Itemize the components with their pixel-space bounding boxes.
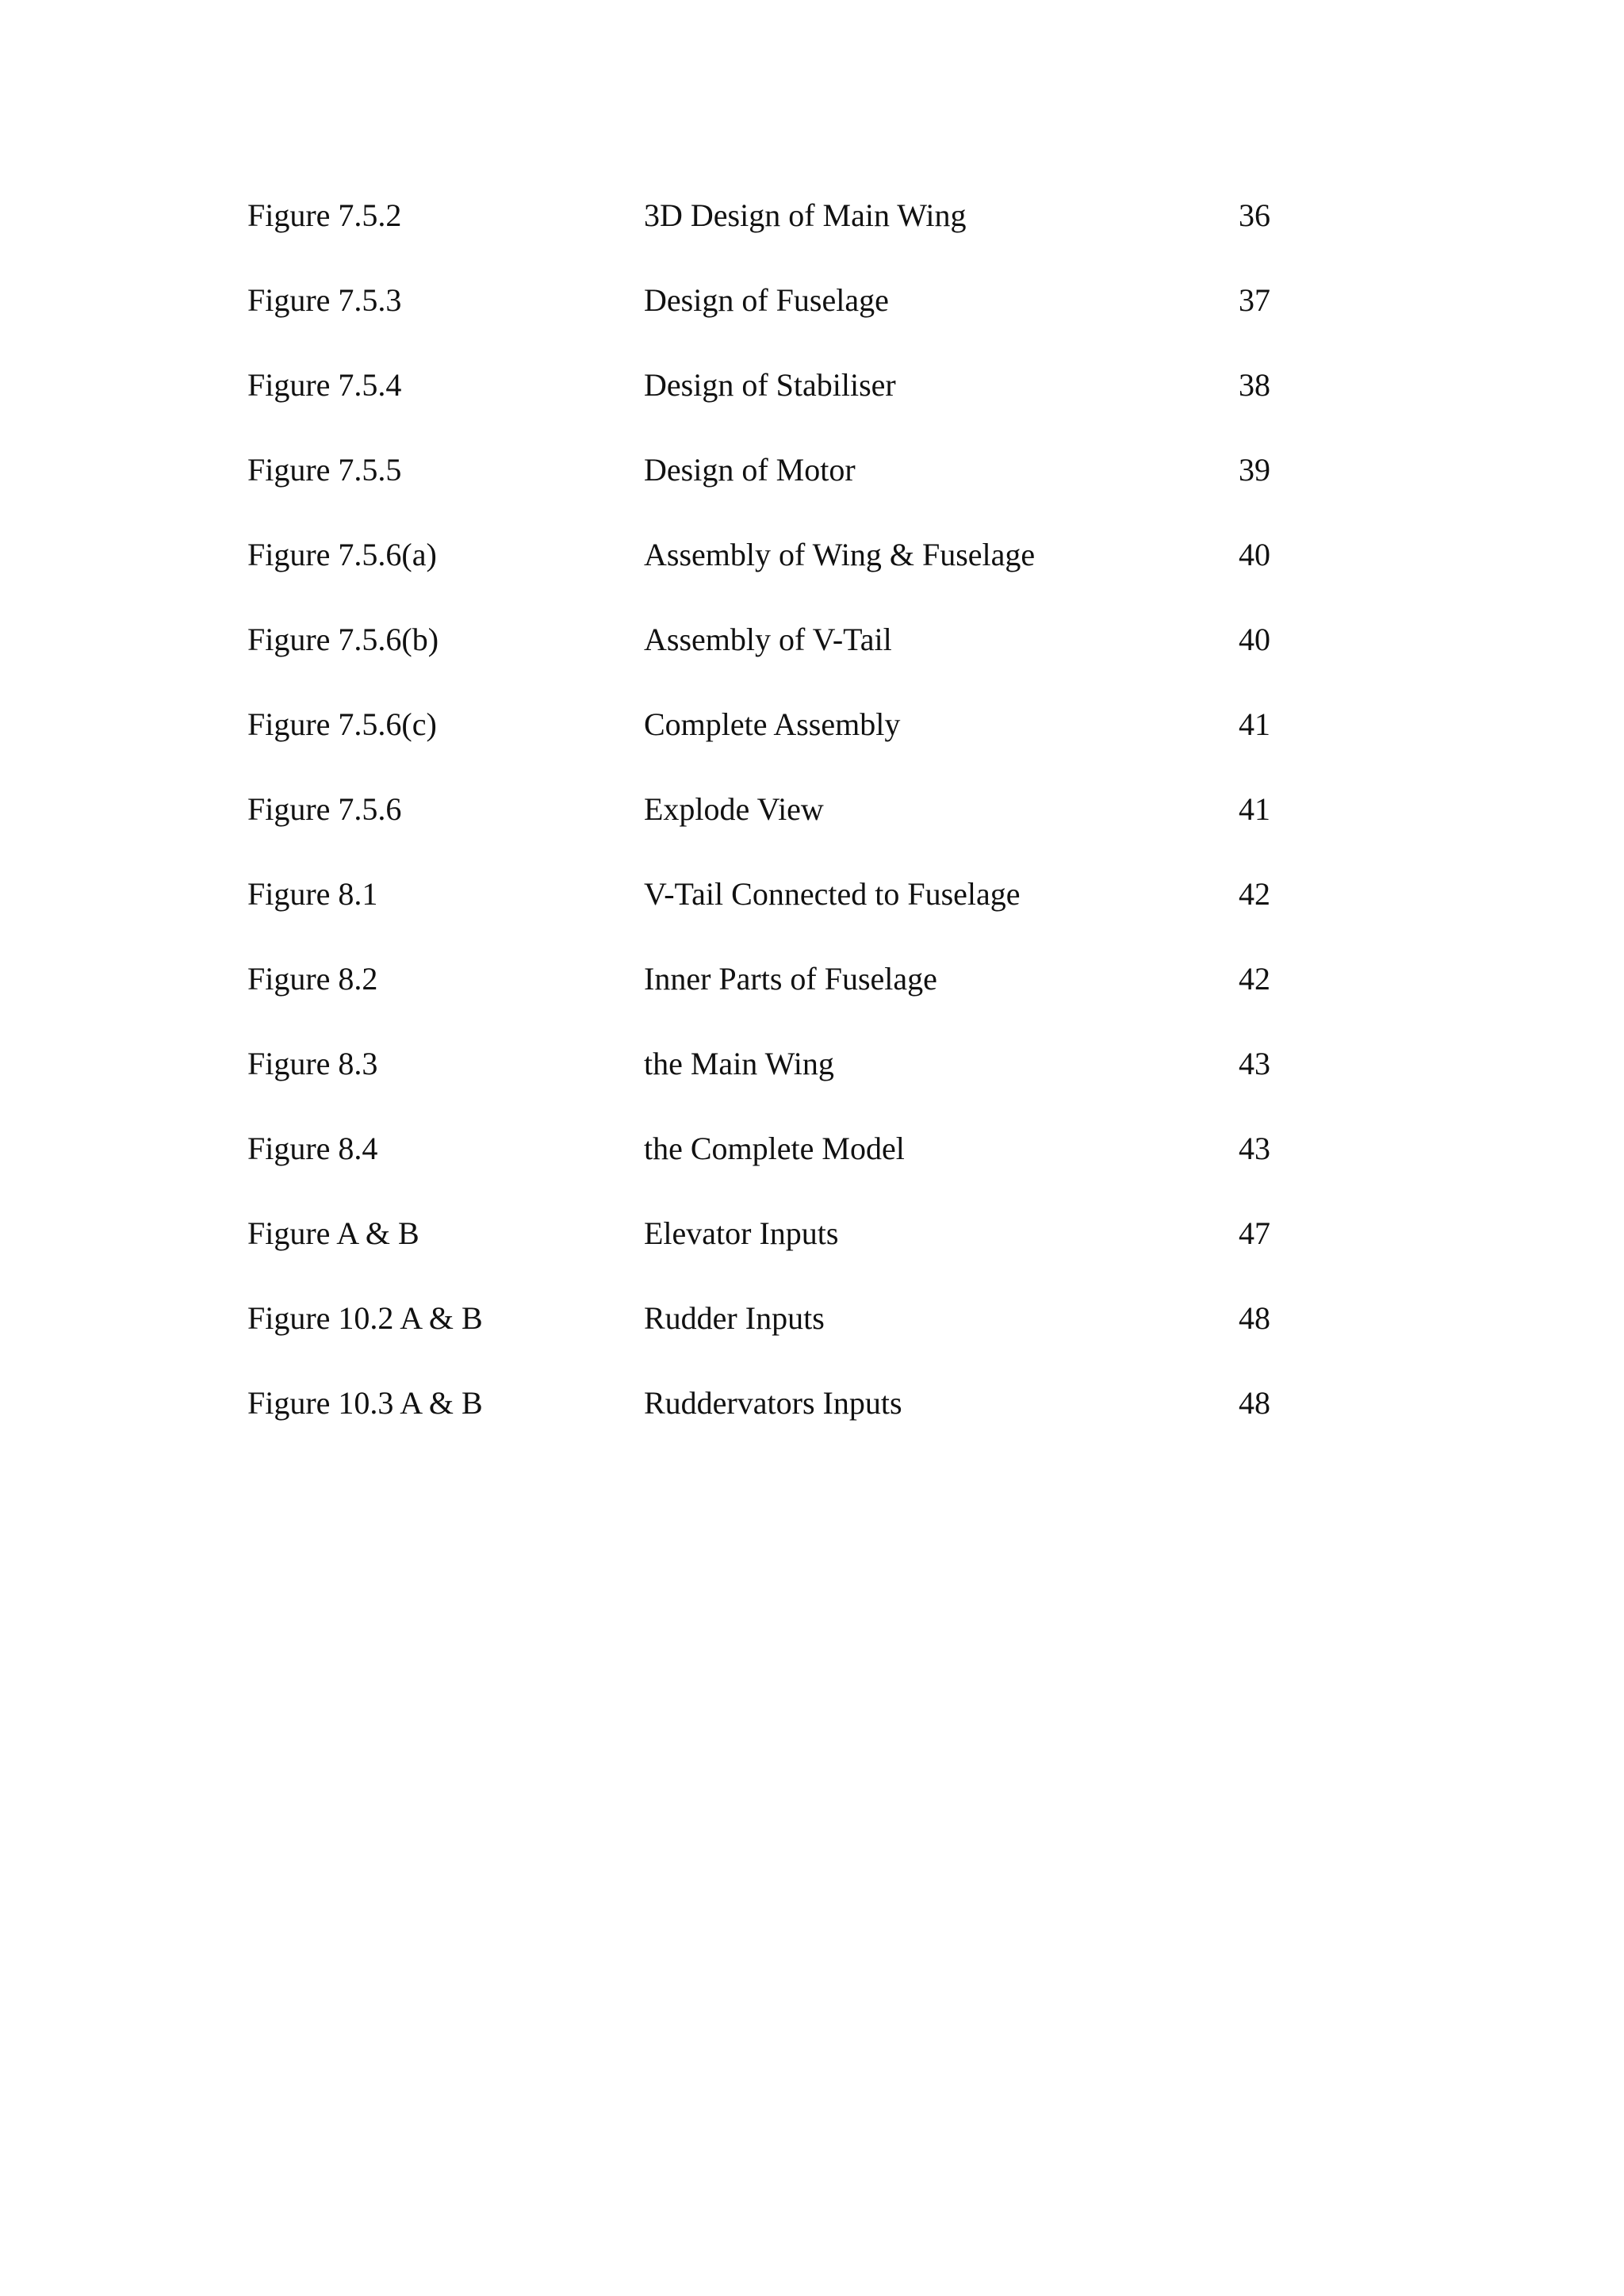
page-number: 48: [1239, 1385, 1270, 1421]
figure-caption: Design of Motor: [644, 452, 856, 488]
figure-caption: the Main Wing: [644, 1046, 834, 1081]
list-of-figures-entry: [0, 1123, 1624, 1174]
list-of-figures-entry: [0, 445, 1624, 496]
page-number: 36: [1239, 197, 1270, 233]
figure-label: Figure 8.1: [247, 876, 378, 912]
figure-caption: Elevator Inputs: [644, 1215, 839, 1251]
page-number: 41: [1239, 706, 1270, 742]
figure-label: Figure 8.2: [247, 961, 378, 997]
figure-caption: Design of Fuselage: [644, 282, 889, 318]
list-of-figures-entry: [0, 784, 1624, 835]
page-number: 40: [1239, 622, 1270, 657]
page-number: 42: [1239, 876, 1270, 912]
figure-label: Figure 8.4: [247, 1131, 378, 1166]
figure-caption: Inner Parts of Fuselage: [644, 961, 937, 997]
figure-label: Figure 7.5.6(c): [247, 706, 437, 742]
figure-caption: 3D Design of Main Wing: [644, 197, 967, 233]
page-number: 42: [1239, 961, 1270, 997]
figure-caption: Design of Stabiliser: [644, 367, 896, 403]
list-of-figures-entry: [0, 954, 1624, 1004]
list-of-figures-entry: [0, 869, 1624, 920]
list-of-figures-entry: [0, 190, 1624, 241]
page-number: 47: [1239, 1215, 1270, 1251]
figure-label: Figure 7.5.2: [247, 197, 402, 233]
figure-label: Figure 7.5.4: [247, 367, 402, 403]
page-number: 38: [1239, 367, 1270, 403]
figure-label: Figure 7.5.6(b): [247, 622, 439, 657]
figure-caption: Assembly of Wing & Fuselage: [644, 537, 1036, 572]
figure-label: Figure 7.5.6(a): [247, 537, 437, 572]
figure-label: Figure 8.3: [247, 1046, 378, 1081]
figure-label: Figure 10.3 A & B: [247, 1385, 483, 1421]
page-number: 48: [1239, 1300, 1270, 1336]
figure-caption: Ruddervators Inputs: [644, 1385, 902, 1421]
list-of-figures-entry: [0, 1208, 1624, 1259]
list-of-figures-entry: [0, 1293, 1624, 1344]
figure-label: Figure 7.5.6: [247, 791, 402, 827]
figure-label: Figure 7.5.5: [247, 452, 402, 488]
figure-caption: the Complete Model: [644, 1131, 905, 1166]
page-number: 43: [1239, 1046, 1270, 1081]
figure-label: Figure 7.5.3: [247, 282, 402, 318]
figure-caption: Rudder Inputs: [644, 1300, 825, 1336]
list-of-figures-entry: [0, 699, 1624, 750]
list-of-figures-entry: [0, 1378, 1624, 1429]
list-of-figures-entry: [0, 530, 1624, 580]
page-number: 37: [1239, 282, 1270, 318]
page-number: 39: [1239, 452, 1270, 488]
figure-label: Figure A & B: [247, 1215, 419, 1251]
page-number: 41: [1239, 791, 1270, 827]
figure-caption: Explode View: [644, 791, 824, 827]
figure-caption: Complete Assembly: [644, 706, 901, 742]
list-of-figures-entry: [0, 614, 1624, 665]
list-of-figures-entry: [0, 360, 1624, 411]
page-number: 40: [1239, 537, 1270, 572]
page-number: 43: [1239, 1131, 1270, 1166]
list-of-figures-entry: [0, 275, 1624, 326]
list-of-figures-entry: [0, 1039, 1624, 1089]
figure-caption: V-Tail Connected to Fuselage: [644, 876, 1021, 912]
figure-label: Figure 10.2 A & B: [247, 1300, 483, 1336]
figure-caption: Assembly of V-Tail: [644, 622, 892, 657]
